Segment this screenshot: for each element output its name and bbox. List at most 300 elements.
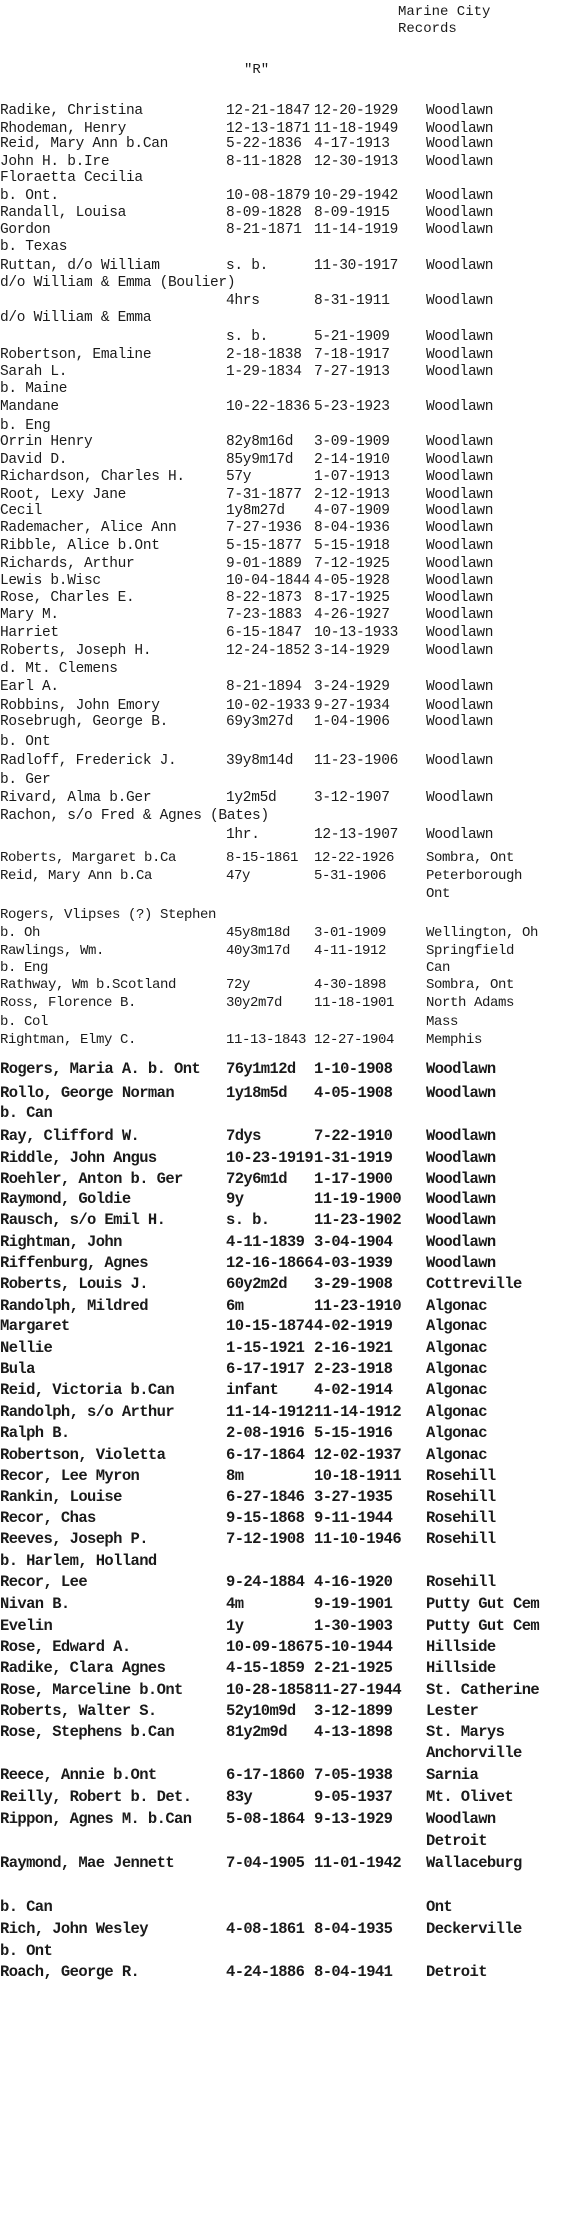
record-row	[0, 310, 563, 327]
record-birth: 12-24-1852	[226, 643, 311, 659]
record-row	[0, 925, 563, 942]
record-place: Woodlawn	[426, 1233, 496, 1251]
record-name: d/o William & Emma (Boulier)	[0, 275, 236, 291]
record-name: Roach, George R.	[0, 1963, 140, 1981]
record-name: Mandane	[0, 399, 59, 415]
record-row	[0, 1211, 563, 1228]
record-place: Hillside	[426, 1659, 496, 1677]
record-row	[0, 772, 563, 789]
record-name: Radike, Christina	[0, 103, 143, 119]
record-birth: 83y	[226, 1788, 253, 1806]
record-name: Evelin	[0, 1617, 53, 1635]
record-row	[0, 1104, 563, 1121]
record-name: d. Mt. Clemens	[0, 661, 118, 677]
record-death: 10-29-1942	[314, 188, 399, 204]
record-row	[0, 136, 563, 153]
record-place: Woodlawn	[426, 136, 494, 152]
record-name: Randolph, Mildred	[0, 1297, 148, 1315]
record-name: Lewis b.Wisc	[0, 573, 101, 589]
record-name: Rose, Stephens b.Can	[0, 1723, 175, 1741]
record-row	[0, 886, 563, 903]
record-row	[0, 258, 563, 275]
record-row	[0, 1920, 563, 1937]
record-place: Wellington, Oh	[426, 925, 539, 941]
record-place: Woodlawn	[426, 714, 494, 730]
record-row	[0, 943, 563, 960]
record-place: Woodlawn	[426, 1254, 496, 1272]
record-name: Rogers, Maria A. b. Ont	[0, 1060, 201, 1078]
record-birth: 5-15-1877	[226, 538, 302, 554]
record-death: 8-04-1936	[314, 520, 390, 536]
record-name: Robertson, Emaline	[0, 347, 152, 363]
record-row	[0, 1702, 563, 1719]
record-birth: 72y6m1d	[226, 1170, 287, 1188]
record-death: 8-17-1925	[314, 590, 390, 606]
record-death: 11-18-1901	[314, 995, 395, 1011]
record-birth: 4-08-1861	[226, 1920, 305, 1938]
record-row	[0, 538, 563, 555]
record-birth: 12-21-1847	[226, 103, 311, 119]
record-death: 9-19-1901	[314, 1595, 393, 1613]
record-birth: 40y3m17d	[226, 943, 291, 959]
record-name: Roberts, Walter S.	[0, 1702, 157, 1720]
record-place: Woodlawn	[426, 103, 494, 119]
record-name: Rivard, Alma b.Ger	[0, 790, 152, 806]
record-row	[0, 643, 563, 660]
record-name: Rankin, Louise	[0, 1488, 122, 1506]
record-birth: s. b.	[226, 258, 269, 274]
record-row	[0, 1254, 563, 1271]
record-birth: 30y2m7d	[226, 995, 283, 1011]
record-birth: 12-13-1871	[226, 121, 311, 137]
record-name: Randall, Louisa	[0, 205, 127, 221]
record-death: 9-27-1934	[314, 698, 390, 714]
record-birth: s. b.	[226, 329, 269, 345]
record-place: Woodlawn	[426, 590, 494, 606]
record-place: Rosehill	[426, 1530, 496, 1548]
record-place: Mt. Olivet	[426, 1788, 514, 1806]
record-name: Roberts, Joseph H.	[0, 643, 152, 659]
record-birth: 11-14-1912	[226, 1403, 314, 1421]
record-row	[0, 347, 563, 364]
record-name: Reilly, Robert b. Det.	[0, 1788, 192, 1806]
record-birth: 8-11-1828	[226, 154, 302, 170]
record-name: Rathway, Wm b.Scotland	[0, 977, 177, 993]
record-place: Woodlawn	[426, 1211, 496, 1229]
record-death: 9-05-1937	[314, 1788, 393, 1806]
record-birth: 1-15-1921	[226, 1339, 305, 1357]
record-name: Randolph, s/o Arthur	[0, 1403, 175, 1421]
record-death: 5-21-1909	[314, 329, 390, 345]
record-row	[0, 399, 563, 416]
record-birth: 1-29-1834	[226, 364, 302, 380]
record-birth: 10-08-1879	[226, 188, 311, 204]
record-birth: 8-22-1873	[226, 590, 302, 606]
record-place: Peterborough	[426, 868, 523, 884]
record-death: 7-22-1910	[314, 1127, 393, 1145]
header-subtitle: Records	[398, 21, 457, 37]
record-death: 2-14-1910	[314, 452, 390, 468]
record-birth: 10-09-1867	[226, 1638, 314, 1656]
record-death: 10-18-1911	[314, 1467, 402, 1485]
record-row	[0, 1617, 563, 1634]
record-name: b. Can	[0, 1898, 53, 1916]
record-row	[0, 1084, 563, 1101]
record-name: John H. b.Ire	[0, 154, 110, 170]
record-name: Cecil	[0, 503, 43, 519]
record-place: Woodlawn	[426, 205, 494, 221]
record-row	[0, 205, 563, 222]
record-death: 7-05-1938	[314, 1766, 393, 1784]
record-row	[0, 381, 563, 398]
record-name: Orrin Henry	[0, 434, 93, 450]
record-place: Woodlawn	[426, 222, 494, 238]
record-name: b. Maine	[0, 381, 68, 397]
record-name: Reid, Mary Ann b.Ca	[0, 868, 153, 884]
record-place: Woodlawn	[426, 679, 494, 695]
record-name: Mary M.	[0, 607, 59, 623]
record-birth: 7-27-1936	[226, 520, 302, 536]
record-birth: 9y	[226, 1190, 244, 1208]
record-name: Roberts, Margaret b.Ca	[0, 850, 177, 866]
record-name: Reid, Victoria b.Can	[0, 1381, 175, 1399]
record-name: Reeves, Joseph P.	[0, 1530, 148, 1548]
record-birth: 81y2m9d	[226, 1723, 287, 1741]
record-birth: 10-23-1919	[226, 1149, 314, 1167]
record-row	[0, 487, 563, 504]
record-place: Woodlawn	[426, 188, 494, 204]
record-row	[0, 1788, 563, 1805]
record-row	[0, 293, 563, 310]
record-birth: 2-08-1916	[226, 1424, 305, 1442]
record-name: Raymond, Mae Jennett	[0, 1854, 175, 1872]
record-death: 12-13-1907	[314, 827, 399, 843]
record-row	[0, 239, 563, 256]
record-place: Sombra, Ont	[426, 977, 515, 993]
record-name: b. Eng	[0, 960, 49, 976]
record-place: Woodlawn	[426, 347, 494, 363]
record-birth: 12-16-1866	[226, 1254, 314, 1272]
record-birth: 8-15-1861	[226, 850, 299, 866]
record-name: Gordon	[0, 222, 51, 238]
record-death: 7-12-1925	[314, 556, 390, 572]
record-name: David D.	[0, 452, 68, 468]
record-row	[0, 868, 563, 885]
record-name: Rollo, George Norman	[0, 1084, 175, 1102]
record-name: Riffenburg, Agnes	[0, 1254, 148, 1272]
record-birth: 8-09-1828	[226, 205, 302, 221]
record-name: Roehler, Anton b. Ger	[0, 1170, 183, 1188]
record-row	[0, 1595, 563, 1612]
record-death: 4-05-1908	[314, 1084, 393, 1102]
record-row	[0, 1170, 563, 1187]
record-name: Recor, Lee Myron	[0, 1467, 140, 1485]
record-death: 2-12-1913	[314, 487, 390, 503]
record-death: 12-30-1913	[314, 154, 399, 170]
record-row	[0, 418, 563, 435]
record-row	[0, 329, 563, 346]
record-place: Anchorville	[426, 1744, 522, 1762]
record-place: Woodlawn	[426, 1149, 496, 1167]
record-name: Earl A.	[0, 679, 59, 695]
record-birth: 10-15-1874	[226, 1317, 314, 1335]
record-place: Woodlawn	[426, 258, 494, 274]
record-name: Roberts, Louis J.	[0, 1275, 148, 1293]
record-row	[0, 434, 563, 451]
record-row	[0, 1744, 563, 1761]
record-place: Mass	[426, 1014, 459, 1030]
record-name: Rightman, Elmy C.	[0, 1032, 137, 1048]
record-birth: 5-22-1836	[226, 136, 302, 152]
record-birth: 8-21-1894	[226, 679, 302, 695]
record-place: St. Catherine	[426, 1681, 540, 1699]
record-row	[0, 364, 563, 381]
record-row	[0, 1530, 563, 1547]
record-row	[0, 520, 563, 537]
record-death: 5-23-1923	[314, 399, 390, 415]
record-place: Woodlawn	[426, 469, 494, 485]
record-birth: 39y8m14d	[226, 753, 294, 769]
record-place: Algonac	[426, 1424, 487, 1442]
record-row	[0, 503, 563, 520]
record-row	[0, 960, 563, 977]
record-name: Margaret	[0, 1317, 70, 1335]
record-birth: 1y	[226, 1617, 244, 1635]
record-birth: 10-28-1858	[226, 1681, 314, 1699]
record-death: 11-19-1900	[314, 1190, 402, 1208]
record-row	[0, 714, 563, 731]
record-birth: 7-23-1883	[226, 607, 302, 623]
record-place: Memphis	[426, 1032, 483, 1048]
record-birth: 10-02-1933	[226, 698, 311, 714]
record-name: Ross, Florence B.	[0, 995, 137, 1011]
record-row	[0, 1963, 563, 1980]
record-death: 4-03-1939	[314, 1254, 393, 1272]
record-death: 11-23-1910	[314, 1297, 402, 1315]
record-place: Woodlawn	[426, 573, 494, 589]
record-death: 3-14-1929	[314, 643, 390, 659]
record-row	[0, 1190, 563, 1207]
record-birth: 8-21-1871	[226, 222, 302, 238]
record-name: Radloff, Frederick J.	[0, 753, 177, 769]
record-death: 8-04-1941	[314, 1963, 393, 1981]
record-name: Bula	[0, 1360, 35, 1378]
record-name: b. Col	[0, 1014, 49, 1030]
record-death: 1-17-1900	[314, 1170, 393, 1188]
record-row	[0, 573, 563, 590]
record-birth: s. b.	[226, 1211, 270, 1229]
record-place: Wallaceburg	[426, 1854, 522, 1872]
record-row	[0, 1854, 563, 1871]
record-name: Ribble, Alice b.Ont	[0, 538, 160, 554]
record-name: Rippon, Agnes M. b.Can	[0, 1810, 192, 1828]
record-row	[0, 1127, 563, 1144]
record-birth: infant	[226, 1381, 279, 1399]
record-row	[0, 1638, 563, 1655]
record-place: Woodlawn	[426, 607, 494, 623]
record-row	[0, 1317, 563, 1334]
record-death: 12-02-1937	[314, 1446, 402, 1464]
record-row	[0, 1403, 563, 1420]
record-place: Rosehill	[426, 1509, 496, 1527]
record-row	[0, 850, 563, 867]
record-death: 1-31-1919	[314, 1149, 393, 1167]
record-row	[0, 222, 563, 239]
record-name: Nivan B.	[0, 1595, 70, 1613]
record-place: Detroit	[426, 1963, 487, 1981]
record-place: Woodlawn	[426, 329, 494, 345]
record-birth: 52y10m9d	[226, 1702, 296, 1720]
record-place: Algonac	[426, 1339, 487, 1357]
record-name: Rich, John Wesley	[0, 1920, 148, 1938]
record-place: Woodlawn	[426, 698, 494, 714]
record-row	[0, 625, 563, 642]
record-name: Rademacher, Alice Ann	[0, 520, 177, 536]
record-birth: 47y	[226, 868, 251, 884]
record-row	[0, 607, 563, 624]
record-place: Woodlawn	[426, 503, 494, 519]
record-place: Rosehill	[426, 1488, 496, 1506]
record-death: 3-24-1929	[314, 679, 390, 695]
record-row	[0, 679, 563, 696]
record-name: Rose, Charles E.	[0, 590, 135, 606]
record-name: Rawlings, Wm.	[0, 943, 105, 959]
record-row	[0, 1233, 563, 1250]
record-place: Woodlawn	[426, 154, 494, 170]
record-death: 4-11-1912	[314, 943, 387, 959]
record-death: 7-27-1913	[314, 364, 390, 380]
record-row	[0, 1723, 563, 1740]
record-name: b. Texas	[0, 239, 68, 255]
record-birth: 1y18m5d	[226, 1084, 287, 1102]
record-birth: 57y	[226, 469, 252, 485]
record-name: Floraetta Cecilia	[0, 170, 143, 186]
record-birth: 6-17-1860	[226, 1766, 305, 1784]
record-name: Rachon, s/o Fred & Agnes (Bates)	[0, 808, 269, 824]
record-place: Sombra, Ont	[426, 850, 515, 866]
record-birth: 6-17-1864	[226, 1446, 305, 1464]
record-death: 1-10-1908	[314, 1060, 393, 1078]
record-death: 11-23-1902	[314, 1211, 402, 1229]
record-place: Sarnia	[426, 1766, 479, 1784]
record-row	[0, 1446, 563, 1463]
record-death: 5-31-1906	[314, 868, 387, 884]
record-birth: 6-27-1846	[226, 1488, 305, 1506]
record-death: 5-15-1916	[314, 1424, 393, 1442]
record-birth: 60y2m2d	[226, 1275, 287, 1293]
record-death: 11-30-1917	[314, 258, 399, 274]
record-death: 2-21-1925	[314, 1659, 393, 1677]
record-row	[0, 1032, 563, 1049]
record-death: 11-27-1944	[314, 1681, 402, 1699]
record-birth: 7-31-1877	[226, 487, 302, 503]
record-place: Algonac	[426, 1403, 487, 1421]
record-name: Ray, Clifford W.	[0, 1127, 140, 1145]
record-row	[0, 1898, 563, 1915]
record-place: Woodlawn	[426, 556, 494, 572]
record-death: 2-16-1921	[314, 1339, 393, 1357]
record-place: Woodlawn	[426, 487, 494, 503]
record-place: St. Marys	[426, 1723, 505, 1741]
record-birth: 11-13-1843	[226, 1032, 307, 1048]
record-row	[0, 452, 563, 469]
record-death: 12-27-1904	[314, 1032, 395, 1048]
record-name: Riddle, John Angus	[0, 1149, 157, 1167]
record-place: Woodlawn	[426, 364, 494, 380]
record-birth: 4m	[226, 1595, 244, 1613]
record-place: Woodlawn	[426, 399, 494, 415]
record-place: North Adams	[426, 995, 515, 1011]
record-row	[0, 1552, 563, 1569]
record-place: Rosehill	[426, 1467, 496, 1485]
record-place: Lester	[426, 1702, 479, 1720]
record-row	[0, 1509, 563, 1526]
record-name: Root, Lexy Jane	[0, 487, 127, 503]
record-name: Robertson, Violetta	[0, 1446, 166, 1464]
record-row	[0, 753, 563, 770]
record-birth: 4-11-1839	[226, 1233, 305, 1251]
record-place: Woodlawn	[426, 827, 494, 843]
record-place: Woodlawn	[426, 643, 494, 659]
record-name: Rogers, Vlipses (?) Stephen	[0, 907, 217, 923]
record-name: Rose, Edward A.	[0, 1638, 131, 1656]
record-death: 11-14-1919	[314, 222, 399, 238]
record-death: 10-13-1933	[314, 625, 399, 641]
record-name: b. Ger	[0, 772, 51, 788]
section-letter: "R"	[244, 62, 270, 78]
record-name: Recor, Chas	[0, 1509, 96, 1527]
record-name: Reid, Mary Ann b.Can	[0, 136, 169, 152]
record-place: Hillside	[426, 1638, 496, 1656]
record-birth: 1y2m5d	[226, 790, 277, 806]
record-row	[0, 469, 563, 486]
record-row	[0, 1014, 563, 1031]
record-row	[0, 556, 563, 573]
record-row	[0, 1810, 563, 1827]
record-place: Can	[426, 960, 451, 976]
record-name: Recor, Lee	[0, 1573, 88, 1591]
record-name: b. Can	[0, 1104, 53, 1122]
record-birth: 45y8m18d	[226, 925, 291, 941]
record-name: Rhodeman, Henry	[0, 121, 127, 137]
record-place: Detroit	[426, 1832, 487, 1850]
record-birth: 1hr.	[226, 827, 260, 843]
record-row	[0, 170, 563, 187]
record-name: Harriet	[0, 625, 59, 641]
record-place: Woodlawn	[426, 293, 494, 309]
record-death: 4-07-1909	[314, 503, 390, 519]
record-death: 4-30-1898	[314, 977, 387, 993]
record-birth: 9-24-1884	[226, 1573, 305, 1591]
record-row	[0, 698, 563, 715]
record-birth: 9-01-1889	[226, 556, 302, 572]
record-row	[0, 734, 563, 751]
record-name: Nellie	[0, 1339, 53, 1357]
record-row	[0, 1060, 563, 1077]
record-name: Rose, Marceline b.Ont	[0, 1681, 183, 1699]
record-birth: 7dys	[226, 1127, 261, 1145]
record-birth: 6m	[226, 1297, 244, 1315]
record-name: b. Harlem, Holland	[0, 1552, 157, 1570]
record-birth: 1y8m27d	[226, 503, 285, 519]
record-death: 3-04-1904	[314, 1233, 393, 1251]
record-death: 3-12-1907	[314, 790, 390, 806]
record-birth: 9-15-1868	[226, 1509, 305, 1527]
record-place: Woodlawn	[426, 1127, 496, 1145]
record-row	[0, 1488, 563, 1505]
record-death: 5-15-1918	[314, 538, 390, 554]
record-name: Ralph B.	[0, 1424, 70, 1442]
